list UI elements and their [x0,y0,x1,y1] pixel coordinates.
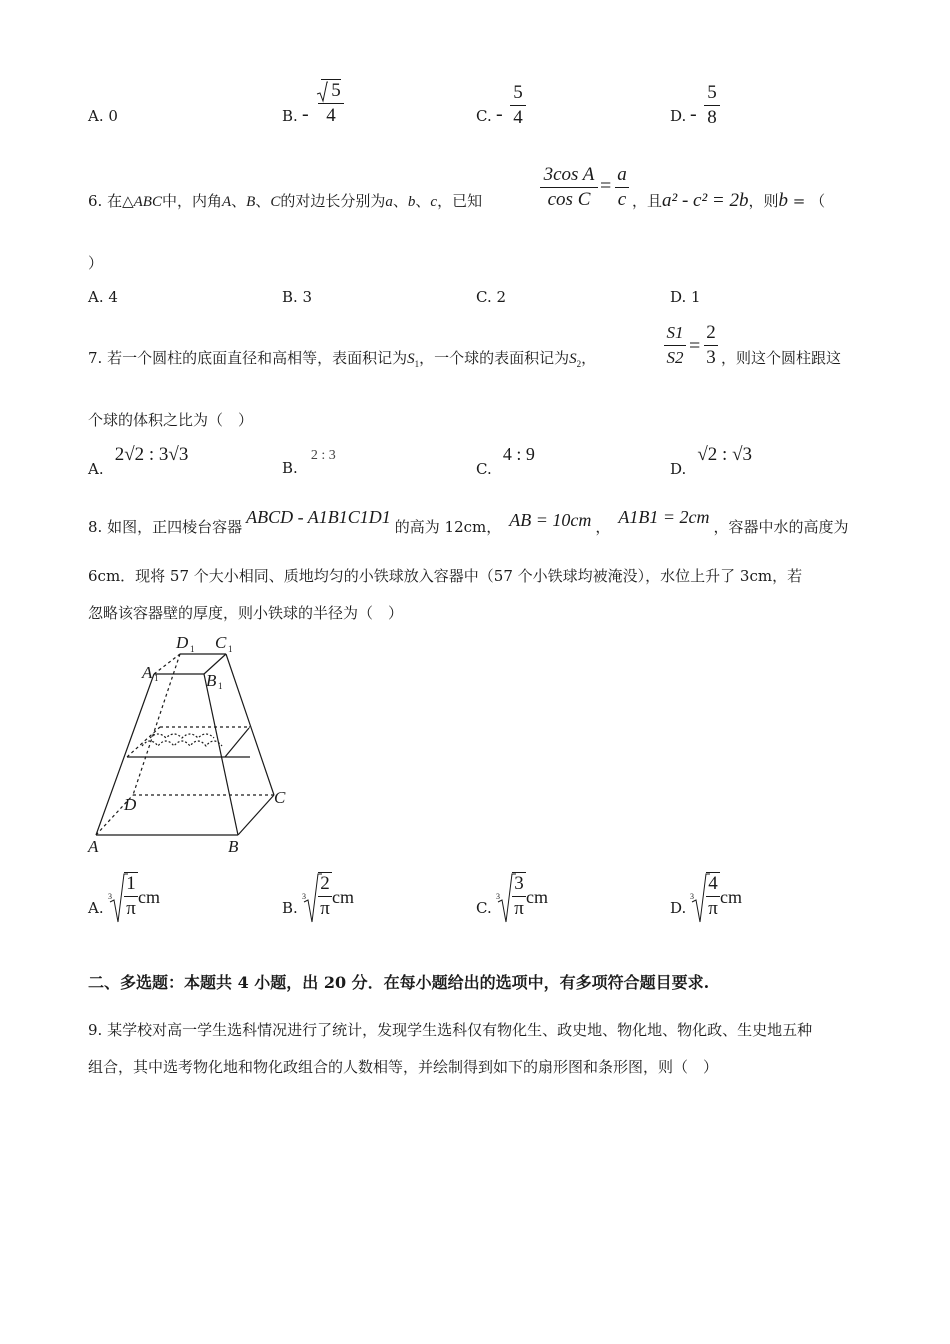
q8-option-a-label: A. [88,899,104,917]
q6-option-c: C. 2 [476,288,507,306]
q8-option-a-fraction [124,872,138,920]
q7-text-1c: ，则这个圆柱跟这 [721,349,842,367]
q7-stem-line2 [88,410,253,430]
iron-balls [142,741,222,746]
q5-option-a [88,106,118,126]
q7-option-b-label: B. [282,459,298,477]
q8-option-b-root-index: 3 [302,892,306,901]
edge-a1d1 [154,654,180,674]
label-a1: A [142,663,153,682]
q8-option-a-den: π [126,898,136,919]
q6-rhs-num: a [617,164,627,185]
q6-sep-4: 、 [415,192,431,210]
q8-option-c-label: C. [476,899,492,917]
label-b1-sub: 1 [218,681,223,691]
q7-stem-line1 [88,348,596,374]
q7-option-a [88,444,189,478]
q6-side-a: a [385,194,393,210]
q7-value-num: 2 [706,322,716,343]
q7-option-d-label: D. [670,460,687,478]
q5-option-d-label: D. [670,107,687,125]
q6-frac-den: cos C [547,189,591,210]
q7-ratio-den: S2 [666,348,684,367]
q6-sep-3: 、 [392,192,408,210]
q8-text-1d: ，容器中水的高度为 [713,518,849,536]
q6-text-tail: = （ [788,192,826,210]
q6-rhs-den: c [617,189,627,210]
q8-option-b-num: 2 [320,873,330,894]
q8-option-b [282,870,402,926]
q9-stem-line1 [88,1020,812,1040]
q8-stem-line2 [88,566,802,586]
q8-option-d [670,870,790,926]
q6-sep-1: 、 [231,192,247,210]
q8-option-b-label: B. [282,899,298,917]
q6-close: ） [88,254,104,272]
sqrt-sign-icon [316,81,328,103]
label-c1: C [215,633,227,652]
q5-option-b-fraction [318,80,344,127]
q6-frac-num: 3cos A [543,164,595,185]
q5-option-d-num: 5 [707,82,717,103]
q7-option-c-expr: 4 : 9 [502,444,535,464]
edge-bb1 [204,674,238,835]
label-b: B [228,837,239,856]
q8-text-1c: ， [595,518,611,536]
q6-text-5: ，且 [632,192,663,210]
q8-text-1a: 8. 如图，正四棱台容器 [88,518,243,536]
q8-option-c-num: 3 [514,873,524,894]
q6-side-b: b [407,194,416,210]
q7-text-1b: ，一个球的表面积记为 [419,349,570,367]
label-b1: B [206,671,217,690]
q8-text-2: 6cm．现将 57 个大小相同、质地均匀的小铁球放入容器中（57 个小铁球均被淹没），水位上升了 3cm，若 [88,567,803,585]
q7-s1: S [407,351,415,367]
q7-s2-sub: 2 [576,359,582,369]
q5-option-b-den: 4 [326,105,336,126]
section-heading [88,970,709,993]
q8-stem-line3 [88,603,403,623]
q5-option-b [282,80,372,136]
q6-text-4: ，已知 [437,192,483,210]
edge-cc1 [226,654,274,795]
q7-equals: = [689,335,701,357]
q6-option-b: B. 3 [282,288,313,306]
q5-option-c-num: 5 [513,82,523,103]
q8-stem-line1 [88,507,888,537]
q8-text-3: 忽略该容器壁的厚度，则小铁球的半径为（ ） [88,604,404,622]
q6-equation: a² - c² = 2b [662,190,749,211]
label-c: C [274,788,286,807]
label-a1-sub: 1 [154,673,159,683]
q5-option-d [670,80,750,136]
q7-stem-line1-tail [721,348,841,368]
q8-option-c-fraction [512,872,526,920]
q5-option-c [476,80,556,136]
q8-ab-length: AB = 10cm [509,510,592,530]
q8-option-d-unit: cm [720,887,742,907]
q8-option-d-num: 4 [708,873,718,894]
q8-option-a-unit: cm [138,887,160,907]
q8-option-c-root-index: 3 [496,892,500,901]
q8-text-1b: 的高为 12cm， [394,518,502,536]
q7-ratio-fraction [664,322,686,369]
q7-s1-sub: 1 [414,359,420,369]
q5-option-b-sign: - [302,103,309,125]
q8-option-b-den: π [320,898,330,919]
q8-option-d-fraction [706,872,720,920]
q6-option-a: A. 4 [88,288,118,306]
q8-option-d-den: π [708,898,718,919]
q6-text-6: ，则 [748,192,779,210]
q9-text-1: 9. 某学校对高一学生选科情况进行了统计，发现学生选科仅有物化生、政史地、物化地、物化政、生史地五种 [88,1021,813,1039]
q8-option-a-root-index: 3 [108,892,112,901]
q7-option-b [282,444,336,477]
q5-option-b-num: 5 [321,79,341,101]
q6-text-prefix: 6. 在△ [88,192,134,210]
q8-option-c [476,870,596,926]
q6-rhs-fraction [615,164,629,211]
q7-option-a-expr: 2√2 : 3√3 [114,444,189,465]
q6-angle-a: A [221,194,232,210]
q7-option-d-expr: √2 : √3 [697,444,752,465]
q7-s2: S [569,351,577,367]
q6-text-2: 中，内角 [161,192,222,210]
q8-option-a-num: 1 [126,873,136,894]
q6-option-d: D. 1 [670,288,701,306]
q6-text-3: 的对边长分别为 [280,192,386,210]
water-right-hidden [249,727,250,757]
q8-option-b-unit: cm [332,887,354,907]
q9-stem-line2 [88,1057,718,1077]
q6-angle-b: B [246,194,256,210]
q5-option-b-label: B. [282,107,298,125]
q6-side-c: c [430,194,438,210]
q6-triangle-abc: ABC [133,194,162,210]
q6-given-fraction [540,164,598,211]
q6-equals: = [600,175,612,197]
q5-option-c-label: C. [476,107,492,125]
q7-comma: ， [581,349,597,367]
q6-close-paren [88,253,103,273]
q8-solid-name: ABCD - A1B1C1D1 [246,507,391,527]
q7-value-den: 3 [706,347,716,368]
q7-option-c [476,444,535,478]
edge-bc [238,795,274,835]
water-left [127,727,160,757]
water-right [225,728,249,757]
q5-option-d-fraction [704,82,720,129]
q8-option-a [88,870,208,926]
label-d: D [124,795,137,814]
q8-option-b-fraction [318,872,332,920]
q7-option-d [670,444,752,478]
q7-ratio-num: S1 [666,323,684,342]
q7-value-fraction [704,322,718,369]
q6-sep-2: 、 [255,192,271,210]
q7-text-2: 个球的体积之比为（ ） [88,411,254,429]
q5-option-c-sign: - [496,103,503,125]
q5-option-c-den: 4 [513,107,523,128]
label-c1-sub: 1 [228,644,233,654]
q7-option-c-label: C. [476,460,492,478]
q8-option-d-root-index: 3 [690,892,694,901]
q5-option-d-den: 8 [707,107,717,128]
label-d1: D [176,633,189,652]
q8-option-d-label: D. [670,899,687,917]
q5-option-c-fraction [510,82,526,129]
q5-option-a-label: A. 0 [88,107,118,125]
section-heading-text: 二、多选题：本题共 4 小题，出 20 分．在每小题给出的选项中，有多项符合题目要求. [88,973,710,992]
q6-b-var: b [778,190,789,211]
q7-text-1a: 7. 若一个圆柱的底面直径和高相等，表面积记为 [88,349,408,367]
q6-stem-tail [632,191,825,211]
label-d1-sub: 1 [190,644,195,654]
q7-option-b-expr: 2 : 3 [310,448,336,463]
q8-option-c-den: π [514,898,524,919]
label-a: A [88,837,99,856]
q6-angle-c: C [270,194,281,210]
q7-option-a-label: A. [88,460,104,478]
q8-a1b1-length: A1B1 = 2cm [618,507,710,527]
q8-option-c-unit: cm [526,887,548,907]
q9-text-2: 组合，其中选考物化地和物化政组合的人数相等，并绘制得到如下的扇形图和条形图，则（ ） [88,1058,719,1076]
q8-frustum-figure [80,628,300,858]
q5-option-d-sign: - [690,103,697,125]
